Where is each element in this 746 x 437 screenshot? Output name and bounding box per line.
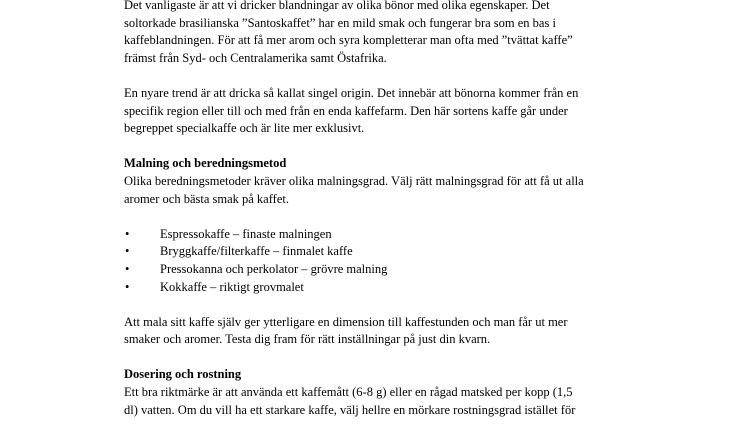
text-line: dl) vatten. Om du vill ha ett starkare kaffe, välj hellre en mörkare rostningsgrad istället för: [124, 402, 576, 417]
text-line: specifik region eller till och med från en enda kaffefarm. Den här sortens kaffe går under: [124, 103, 568, 118]
bullet-icon: •: [125, 279, 130, 294]
bullet-icon: •: [125, 244, 130, 259]
text-line: smaker och aromer. Testa dig fram för rätt inställningar på just din kvarn.: [124, 332, 491, 347]
list-item: [124, 226, 624, 244]
text-line: Ett bra riktmärke är att använda ett kaffemått (6-8 g) eller en rågad matsked per kopp (1,5: [124, 385, 573, 400]
list-item-text: Kokkaffe – riktigt grovmalet: [160, 279, 304, 294]
text-line: Olika beredningsmetoder kräver olika malningsgrad. Välj rätt malningsgrad för att få ut alla: [124, 173, 584, 188]
text-line: En nyare trend är att dricka så kallat singel origin. Det innebär att bönorna kommer från en: [124, 85, 579, 100]
text-line: kaffeblandningen. För att få mer arom och syra kompletterar man ofta med ”tvättat kaffe”: [124, 33, 573, 48]
grinding-heading: Malning och beredningsmetod: [124, 156, 287, 171]
dosing-heading: Dosering och rostning: [124, 367, 242, 382]
text-line: Att mala sitt kaffe själv ger ytterligare en dimension till kaffestunden och man får ut mer: [124, 314, 568, 329]
grinding-paragraph: [124, 173, 624, 208]
list-item: [124, 261, 624, 279]
text-line: begreppet specialkaffe och är lite mer exklusivt.: [124, 121, 365, 136]
list-item-text: Pressokanna och perkolator – grövre malning: [160, 261, 388, 276]
list-item-text: Bryggkaffe/filterkaffe – finmalet kaffe: [160, 244, 353, 259]
text-line: främst från Syd- och Centralamerika samt Östafrika.: [124, 50, 387, 65]
list-item: [124, 279, 624, 297]
text-line: soltorkade brasilianska ”Santoskaffet” har en mild smak och fungerar bra som en bas i: [124, 15, 556, 30]
dosing-paragraph: [124, 384, 624, 419]
list-item: [124, 243, 624, 261]
text-line: aromer och bästa smak på kaffet.: [124, 191, 289, 206]
intro-paragraph: [124, 0, 624, 67]
text-line: Det vanligaste är att vi dricker blandningar av olika bönor med olika egenskaper. Det: [124, 0, 550, 12]
document-page: [124, 0, 624, 437]
grind-list: [124, 226, 624, 296]
bullet-icon: •: [125, 261, 130, 276]
single-origin-paragraph: [124, 85, 624, 138]
list-item-text: Espressokaffe – finaste malningen: [160, 226, 332, 241]
grinding-closing-paragraph: [124, 314, 624, 349]
bullet-icon: •: [125, 226, 130, 241]
